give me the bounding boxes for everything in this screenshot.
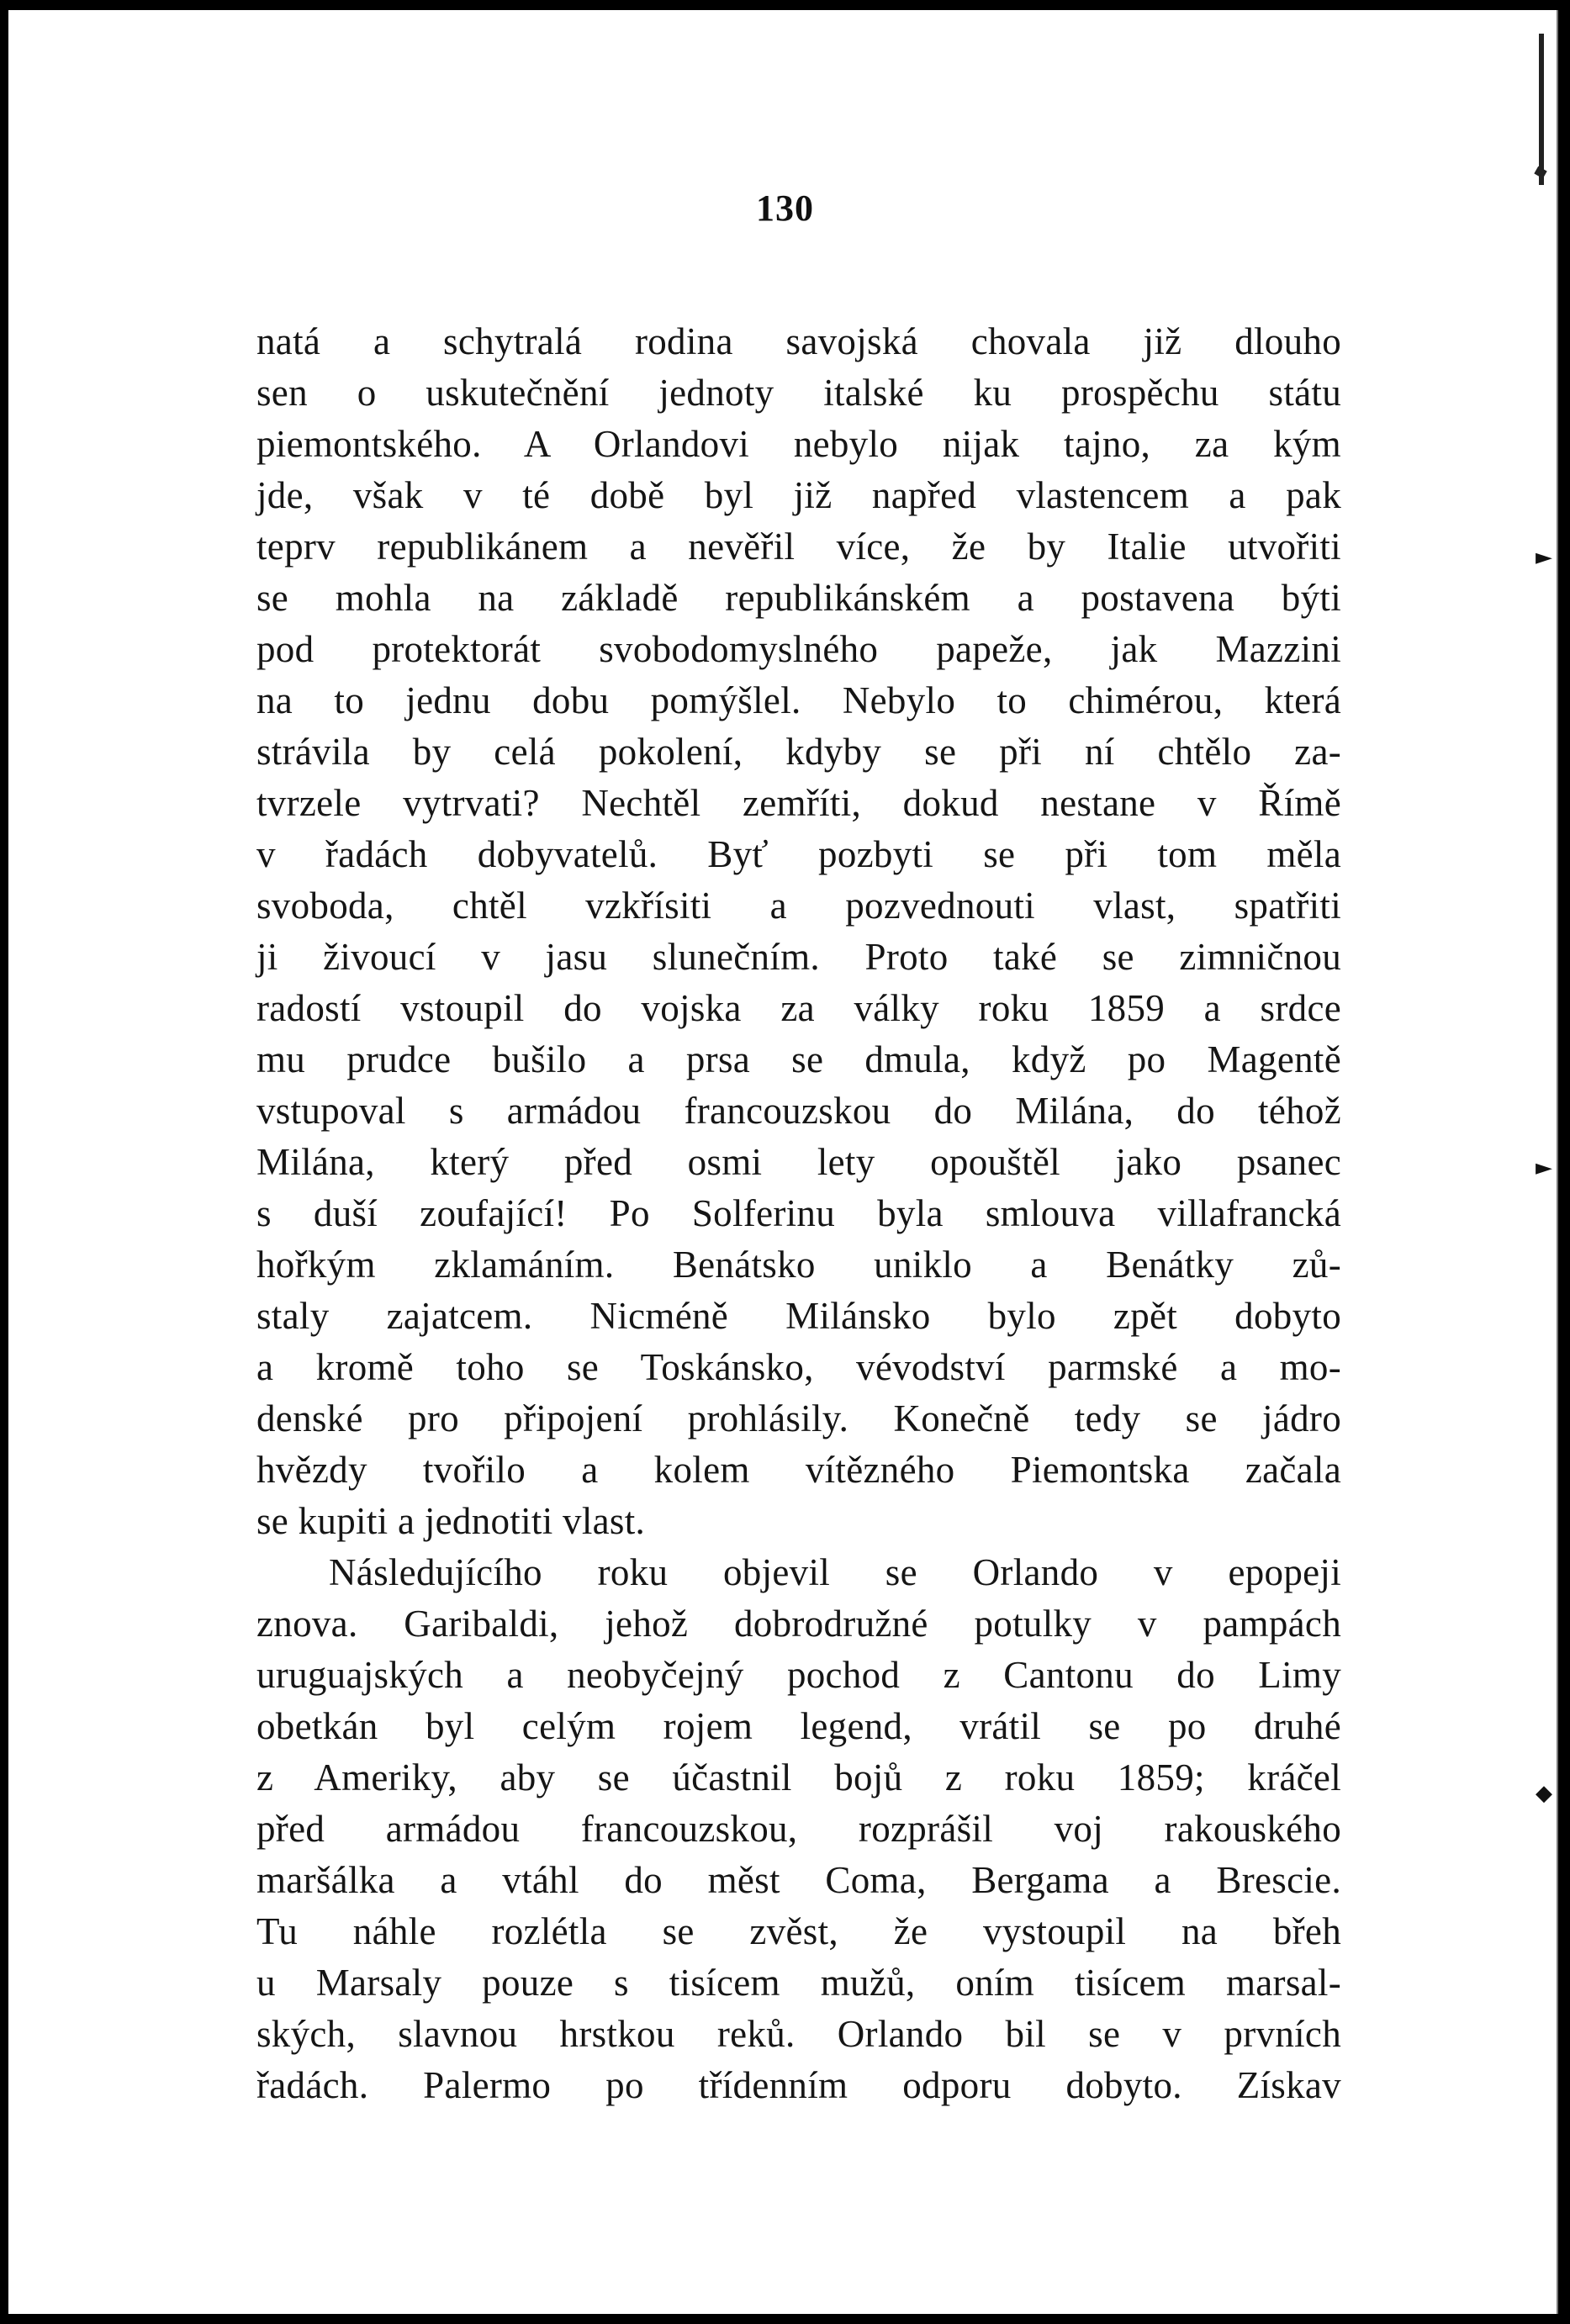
text-line: znova. Garibaldi, jehož dobrodružné potulky v pampách [256,1603,1341,1645]
text-line: hvězdy tvořilo a kolem vítězného Piemontska začala [256,1449,1341,1491]
scan-border-bottom [0,2314,1570,2324]
text-line: ských, slavnou hrstkou reků. Orlando bil se v prvních [256,2013,1341,2055]
page-edge-notch-tip [1534,166,1546,179]
scan-border-top [0,0,1570,10]
text-line: sen o uskutečnění jednoty italské ku prospěchu státu [256,372,1341,414]
text-line: denské pro připojení prohlásily. Konečně tedy se jádro [256,1397,1341,1439]
page-number: 130 [756,188,814,229]
text-line: Milána, který před osmi lety opouštěl jako psanec [256,1141,1341,1183]
text-line: teprv republikánem a nevěřil více, že by Italie utvořiti [256,526,1341,568]
text-line: ji živoucí v jasu slunečním. Proto také se zimničnou [256,936,1341,978]
text-line: se mohla na základě republikánském a postavena býti [256,577,1341,619]
text-line: řadách. Palermo po třídenním odporu dobyto. Získav [256,2064,1341,2106]
text-line: obetkán byl celým rojem legend, vrátil se po druhé [256,1705,1341,1747]
text-line: jde, však v té době byl již napřed vlastencem a pak [256,474,1341,516]
text-line: radostí vstoupil do vojska za války roku 1859 a srdce [256,987,1341,1029]
page-edge-notch [1539,34,1544,185]
margin-arrow-icon: ► [1536,1155,1552,1180]
text-line: piemontského. A Orlandovi nebylo nijak tajno, za kým [256,423,1341,465]
scan-border-left [0,0,8,2324]
text-line: tvrzele vytrvati? Nechtěl zemříti, dokud nestane v Římě [256,782,1341,824]
text-line: natá a schytralá rodina savojská chovala již dlouho [256,320,1341,362]
text-line: s duší zoufající! Po Solferinu byla smlouva villafrancká [256,1192,1341,1234]
body-text [256,316,1341,2111]
text-line: strávila by celá pokolení, kdyby se při ní chtělo za- [256,731,1341,773]
text-line-paragraph-start: Následujícího roku objevil se Orlando v epopeji [329,1551,1341,1593]
text-line: maršálka a vtáhl do měst Coma, Bergama a Brescie. [256,1859,1341,1901]
text-line: před armádou francouzskou, rozprášil voj rakouského [256,1808,1341,1850]
text-line: mu prudce bušilo a prsa se dmula, když po Magentě [256,1038,1341,1080]
margin-arrow-icon: ► [1536,545,1552,570]
text-line: svoboda, chtěl vzkřísiti a pozvednouti vlast, spatřiti [256,885,1341,927]
margin-dot-icon: ◆ [1536,1781,1552,1806]
text-line: pod protektorát svobodomyslného papeže, jak Mazzini [256,628,1341,670]
text-line-paragraph-end: se kupiti a jednotiti vlast. [256,1500,646,1542]
text-line: na to jednu dobu pomýšlel. Nebylo to chimérou, která [256,679,1341,721]
page-edge-line [1557,10,1558,2314]
text-line: u Marsaly pouze s tisícem mužů, oním tisícem marsal- [256,1962,1341,2004]
text-line: Tu náhle rozlétla se zvěst, že vystoupil na břeh [256,1910,1341,1952]
text-line: hořkým zklamáním. Benátsko uniklo a Benátky zů- [256,1244,1341,1286]
text-line: vstupoval s armádou francouzskou do Milána, do téhož [256,1090,1341,1132]
text-line: v řadách dobyvatelů. Byť pozbyti se při tom měla [256,833,1341,875]
text-line: z Ameriky, aby se účastnil bojů z roku 1859; kráčel [256,1756,1341,1798]
text-line: staly zajatcem. Nicméně Milánsko bylo zpět dobyto [256,1295,1341,1337]
text-line: uruguajských a neobyčejný pochod z Cantonu do Limy [256,1654,1341,1696]
scan-border-right [1557,0,1570,2324]
text-line: a kromě toho se Toskánsko, vévodství parmské a mo- [256,1346,1341,1388]
